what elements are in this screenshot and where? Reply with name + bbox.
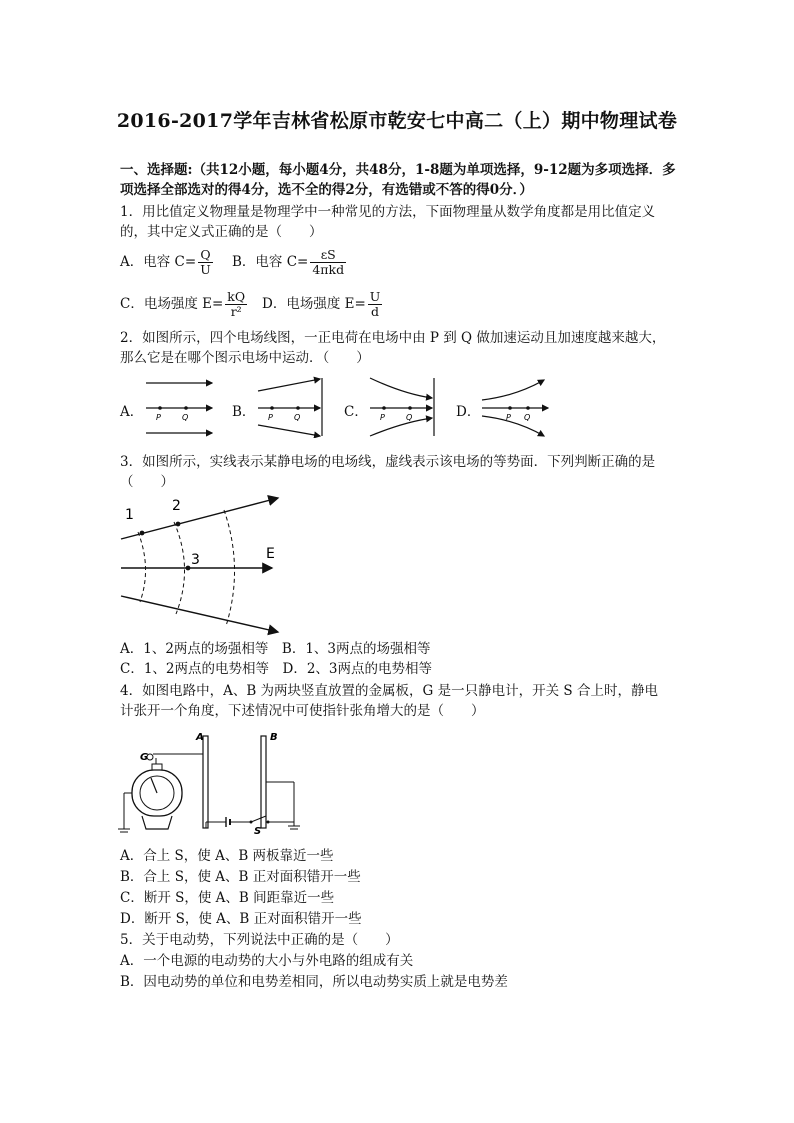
q2b-q-label: Q: [294, 413, 301, 422]
q1-a-denominator: U: [200, 262, 211, 277]
q4-option-d: D．断开 S，使 A、B 正对面积错开一些: [120, 911, 362, 927]
q1-option-d-prefix: D．电场强度 E=: [262, 296, 366, 312]
q1-option-a-fraction: [198, 248, 213, 277]
q2-stem-line2: 那么它是在哪个图示电场中运动．（ ）: [120, 350, 370, 366]
q1-b-numerator: εS: [310, 248, 346, 263]
q4-plate-a-label: A: [196, 732, 204, 743]
q4-stem-line2: 计张开一个角度，下述情况中可使指针张角增大的是（ ）: [120, 703, 485, 719]
q1-c-numerator: kQ: [227, 289, 246, 304]
q2a-p-label: P: [156, 413, 161, 422]
q2a-q-label: Q: [182, 413, 189, 422]
q3-field-figure: [118, 492, 298, 637]
q2-label-a: A．: [120, 404, 144, 420]
section-header-line1: 一、选择题:（共12小题，每小题4分，共48分，1-8题为单项选择，9-12题为多项选择．多: [120, 162, 676, 178]
section-header-line2: 项选择全部选对的得4分，选不全的得2分，有选错或不答的得0分．）: [120, 182, 533, 198]
q2d-p-label: P: [506, 413, 511, 422]
q5-option-a: A．一个电源的电动势的大小与外电路的组成有关: [120, 953, 414, 969]
q2-figure-a: [140, 376, 220, 438]
q5-option-b: B．因电动势的单位和电势差相同，所以电动势实质上就是电势差: [120, 974, 508, 990]
q1-d-denominator: d: [371, 304, 380, 319]
q4-electroscope-label: G: [140, 752, 149, 763]
q4-plate-b-label: B: [270, 732, 278, 743]
q3-field-e-label: E: [266, 546, 275, 562]
q1-option-b-prefix: B．电容 C=: [232, 254, 309, 270]
q4-option-c: C．断开 S，使 A、B 间距靠近一些: [120, 890, 335, 906]
q3-point-2-label: 2: [172, 498, 181, 514]
page-title: 2016-2017学年吉林省松原市乾安七中高二（上）期中物理试卷: [116, 110, 678, 132]
q1-option-c-prefix: C．电场强度 E=: [120, 296, 224, 312]
q5-stem: 5．关于电动势，下列说法中正确的是（ ）: [120, 932, 399, 948]
q4-option-b: B．合上 S，使 A、B 正对面积错开一些: [120, 869, 361, 885]
q1-option-c-fraction: [225, 290, 247, 319]
q2-stem-line1: 2．如图所示，四个电场线图，一正电荷在电场中由 P 到 Q 做加速运动且加速度越来越大，: [120, 330, 666, 346]
q1-option-d: [262, 290, 384, 319]
q4-stem-line1: 4．如图电路中，A、B 为两块竖直放置的金属板，G 是一只静电计，开关 S 合上时，静电: [120, 683, 658, 699]
q1-b-denominator: 4πkd: [312, 262, 345, 277]
q2c-p-label: P: [380, 413, 385, 422]
q2d-q-label: Q: [524, 413, 531, 422]
q2b-p-label: P: [268, 413, 273, 422]
q1-option-b-fraction: [310, 248, 346, 277]
q2-label-d: D．: [456, 404, 481, 420]
q1-c-denominator: r²: [230, 304, 242, 319]
q4-circuit-figure: [118, 726, 308, 838]
q3-stem-line2: （ ）: [120, 474, 174, 490]
q1-option-a: [120, 248, 215, 277]
q1-option-a-prefix: A．电容 C=: [120, 254, 197, 270]
q2-label-c: C．: [344, 404, 368, 420]
q2c-q-label: Q: [406, 413, 413, 422]
q4-switch-label: S: [254, 826, 262, 837]
q4-option-a: A．合上 S，使 A、B 两板靠近一些: [120, 848, 334, 864]
q3-point-3-label: 3: [191, 552, 200, 568]
q3-options-line1: A．1、2两点的场强相等 B．1、3两点的场强相等: [120, 641, 431, 657]
q2-label-b: B．: [232, 404, 256, 420]
q1-stem-line2: 的，其中定义式正确的是（ ）: [120, 224, 323, 240]
q3-options-line2: C．1、2两点的电势相等 D．2、3两点的电势相等: [120, 661, 433, 677]
q3-stem-line1: 3．如图所示，实线表示某静电场的电场线，虚线表示该电场的等势面．下列判断正确的是: [120, 454, 656, 470]
q2-figure-d: [476, 376, 556, 438]
q2-figure-b: [252, 376, 332, 438]
q3-point-1-label: 1: [125, 507, 134, 523]
q2-figure-c: [364, 376, 444, 438]
q1-option-d-fraction: [368, 290, 383, 319]
q1-stem-line1: 1．用比值定义物理量是物理学中一种常见的方法，下面物理量从数学角度都是用比值定义: [120, 204, 656, 220]
q1-d-numerator: U: [369, 289, 381, 304]
q1-a-numerator: Q: [198, 248, 213, 263]
q1-option-c: [120, 290, 249, 319]
q1-option-b: [232, 248, 348, 277]
